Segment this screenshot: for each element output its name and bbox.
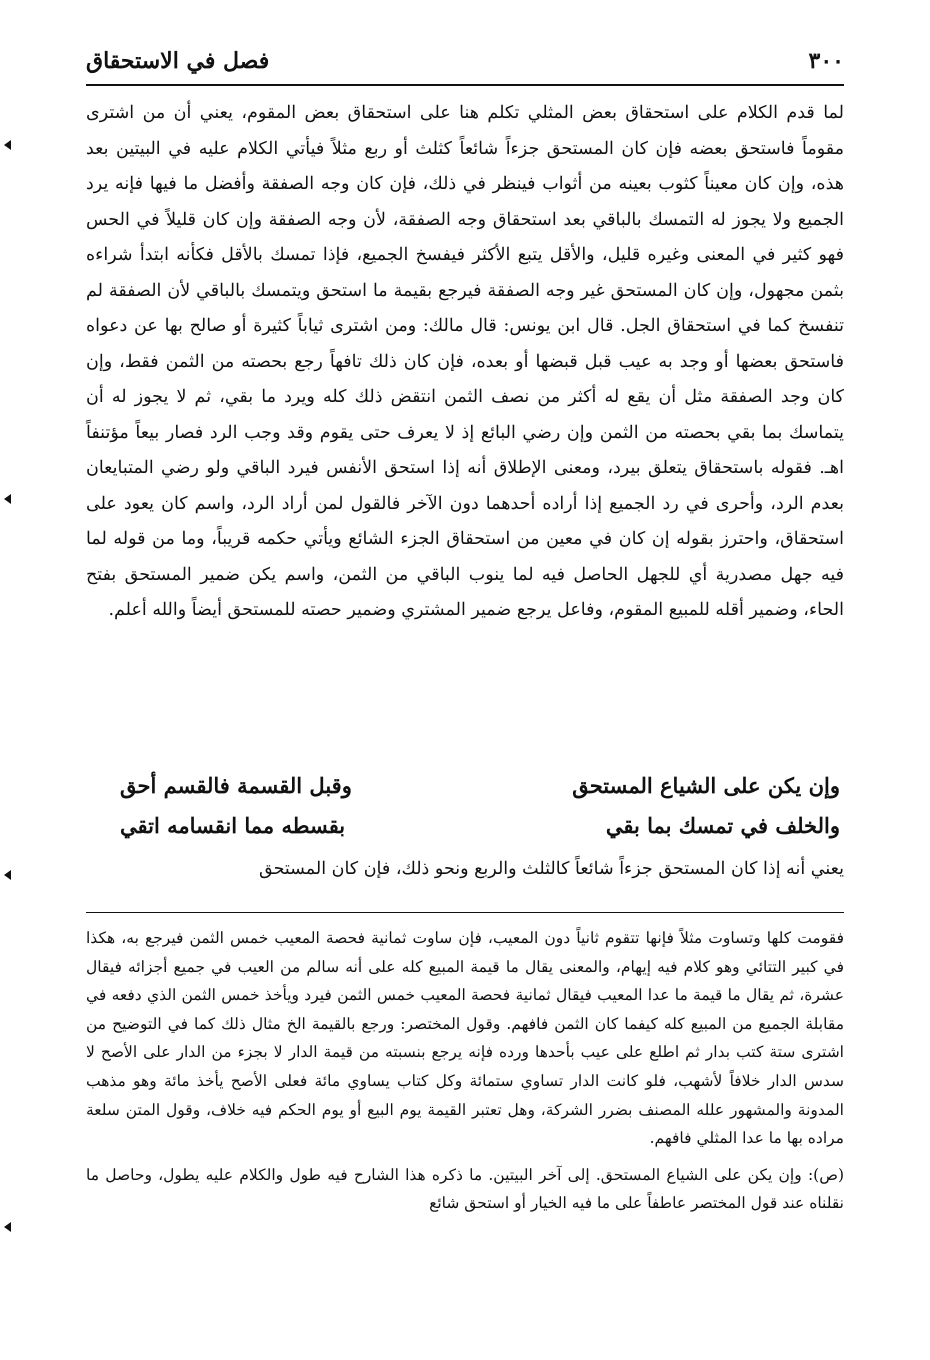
verse-line-1 xyxy=(120,766,840,806)
main-text xyxy=(86,96,844,629)
verse-block xyxy=(120,766,840,846)
margin-mark-icon xyxy=(4,494,11,504)
page-number: ٣٠٠ xyxy=(808,48,844,74)
page-header xyxy=(86,44,844,86)
main-paragraph: لما قدم الكلام على استحقاق بعض المثلي تكلم هنا على استحقاق بعض المقوم، يعني أن من اشترى مقوماً فاستحق بعضه فإن كان المستحق جزءاً شائعاً كثلث أو ربع مثلاً فيأتي الكلام عليه في البيتين بعد هذه، وإن كان معيناً كثوب بعينه من أثواب فينظر في ذلك، فإن كان وجه الصفقة وأفضل ما فيها فإنه يرد الجميع ولا يجوز له التمسك بالباقي بعد استحقاق وجه الصفقة، لأن وجه الصفقة وإن كان قليلاً في الحس فهو كثير في المعنى وغيره قليل، والأقل يتبع الأكثر فيفسخ الجميع، فإذا تمسك بالأقل فكأنه ابتدأ شراءه بثمن مجهول، وإن كان المستحق غير وجه الصفقة فيرجع بقيمة ما استحق ويتمسك بالباقي لأن الصفقة لم تنفسخ كما في استحقاق الجل. قال ابن يونس: قال مالك: ومن اشترى ثياباً كثيرة أو صالح بها عن دعواه فاستحق بعضها أو وجد به عيب قبل قبضها أو بعده، فإن كان ذلك تافهاً رجع بحصته من الثمن فقط، وإن كان وجد الصفقة مثل أن يقع له أكثر من نصف الثمن انتقض ذلك كله ويرد ما بقي، ثم لا يجوز له أن يتماسك بما بقي بحصته من الثمن وإن رضي البائع إذ لا يعرف حتى يقوم وقد وجب الرد فصار بيعاً مؤتنفاً اهـ. فقوله باستحقاق يتعلق بيرد، ومعنى الإطلاق أنه إذا استحق الأنفس فيرد الباقي ولو رضي المتبايعان بعدم الرد، وأحرى في رد الجميع إذا أراده أحدهما دون الآخر فالقول لمن أراد الرد، واسم كان يعود على استحقاق، واحترز بقوله إن كان في معين من استحقاق الجزء الشائع ويأتي حكمه قريباً، وما من قوله لما فيه جهل مصدرية أي للجهل الحاصل فيه لما ينوب الباقي من الثمن، واسم يكن ضمير المستحق بفتح الحاء، وضمير أقله للمبيع المقوم، وفاعل يرجع ضمير المشتري وضمير حصته للمستحق أيضاً والله أعلم. xyxy=(86,103,844,620)
verse-1-second-hemistich: وقبل القسمة فالقسم أحق xyxy=(120,773,352,798)
running-title: فصل في الاستحقاق xyxy=(86,48,270,74)
footnotes xyxy=(86,924,844,1218)
verse-2-second-hemistich: بقسطه مما انقسامه اتقي xyxy=(120,813,346,838)
footnote-second: (ص): وإن يكن على الشياع المستحق. إلى آخر البيتين. ما ذكره هذا الشارح فيه طول والكلام عليه يطول، وحاصل ما نقلناه عند قول المختصر عاطفاً على ما فيه الخيار أو استحق شائع xyxy=(86,1165,844,1213)
verse-1-first-hemistich: وإن يكن على الشياع المستحق xyxy=(572,773,840,798)
verse-line-2 xyxy=(120,806,840,846)
commentary-text xyxy=(86,852,844,887)
footnote-first: فقومت كلها وتساوت مثلاً فإنها تتقوم ثانياً دون المعيب، فإن ساوت ثمانية فحصة المعيب خمس الثمن فيرجع به، هكذا في كبير التتائي وهو كلام فيه إيهام، والمعنى يقال ما قيمة المبيع كله على أنه سالم من العيب في جميع أجزائه فيقال عشرة، ثم يقال ما قيمة ما عدا المعيب فيقال ثمانية فحصة المعيب خمس الثمن فيرد ويأخذ خمس الثمن الذي دفعه في مقابلة الجميع من المبيع كله كيفما كان الثمن فافهم. وقول المختصر: ورجع بالقيمة الخ مثال ذلك كما في التوضيح من اشترى ستة كتب بدار ثم اطلع على عيب بأحدها ورده فإنه يرجع بنسبته من قيمة الدار لا بجزء من الدار على الأصح لا سدس الدار خلافاً لأشهب، فلو كانت الدار تساوي ستمائة وكل كتاب يساوي مائة فعلى الأصح يأخذ مائة وهو مذهب المدونة والمشهور علله المصنف بضرر الشركة، وهل تعتبر القيمة يوم البيع أو يوم الحكم فيه خلاف، وقول المتن سلعة مراده بها ما عدا المثلي فافهم. xyxy=(86,929,844,1148)
commentary-paragraph: يعني أنه إذا كان المستحق جزءاً شائعاً كالثلث والربع ونحو ذلك، فإن كان المستحق xyxy=(258,859,844,879)
margin-mark-icon xyxy=(4,870,11,880)
margin-mark-icon xyxy=(4,1222,11,1232)
verse-2-first-hemistich: والخلف في تمسك بما بقي xyxy=(605,813,840,838)
footnote-divider xyxy=(86,912,844,913)
margin-mark-icon xyxy=(4,140,11,150)
